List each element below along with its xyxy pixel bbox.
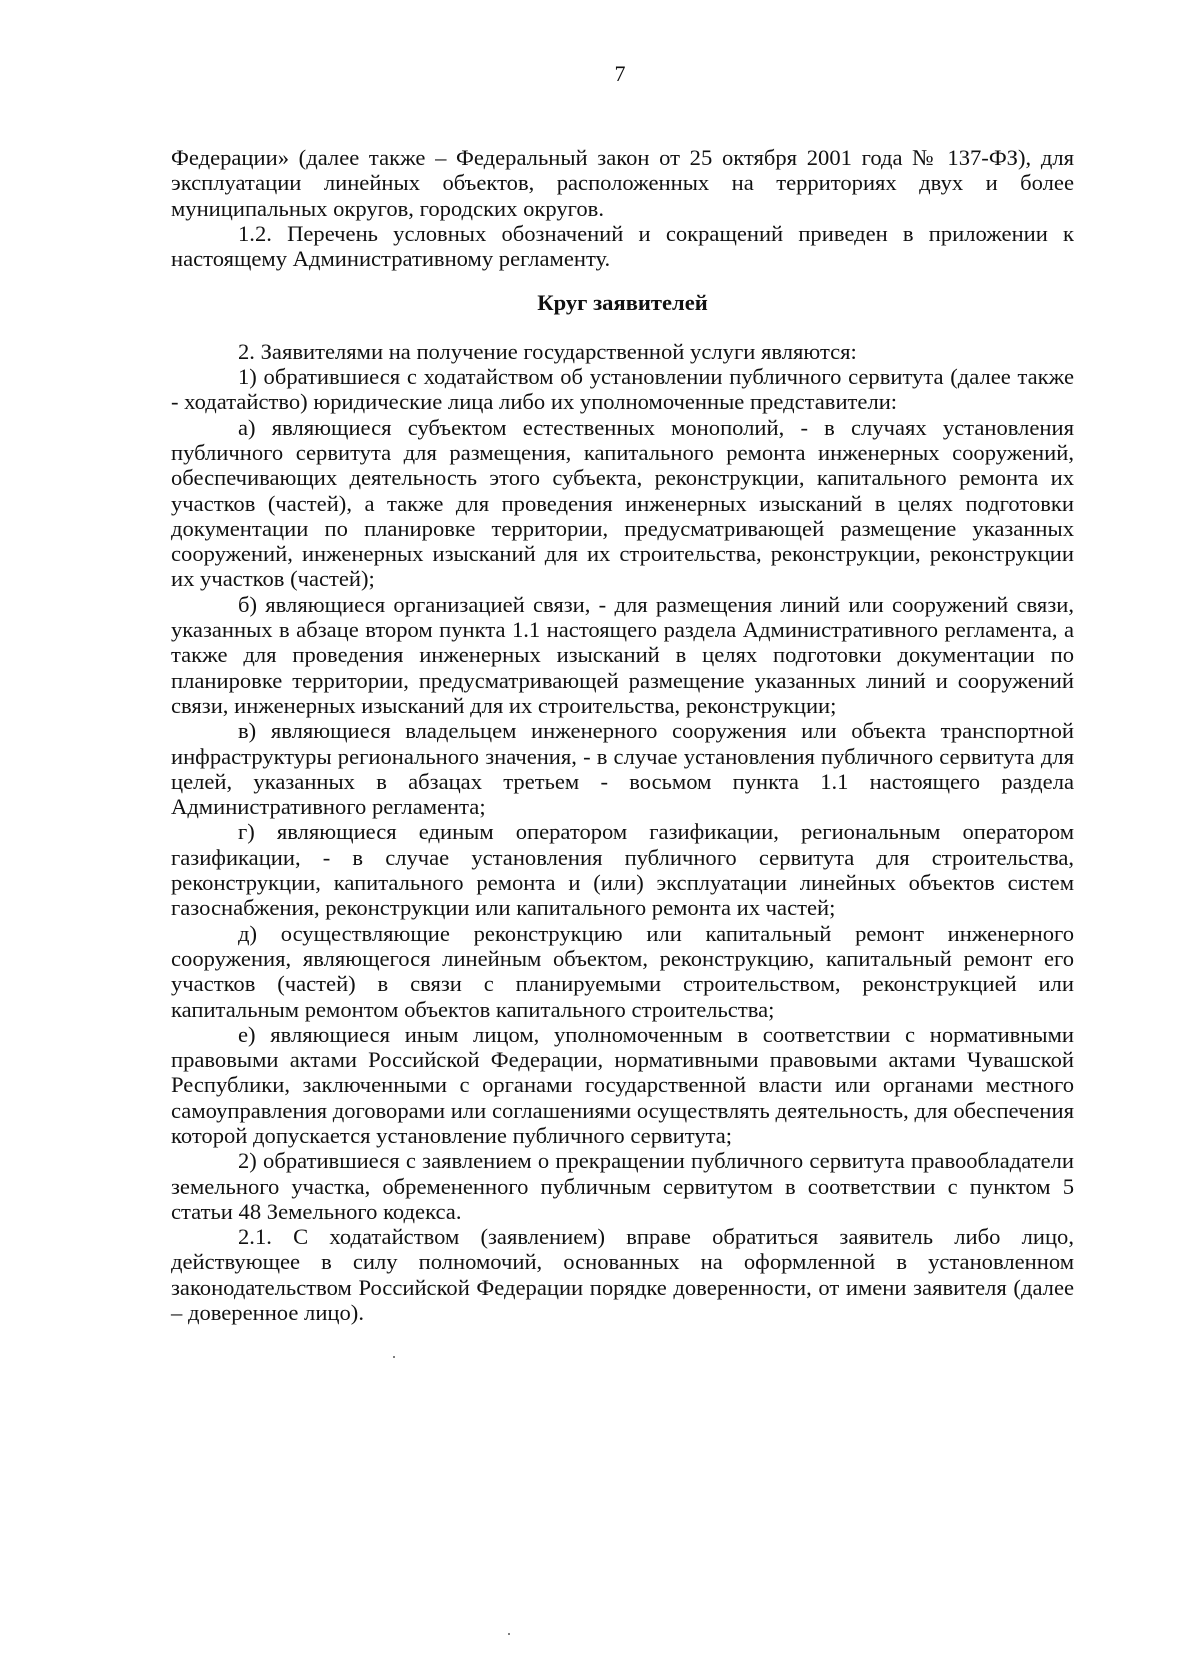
paragraph-2-item-1-d: д) осуществляющие реконструкцию или капитальный ремонт инженерного сооружения, являющегося линейным объектом, реконструкцию, капитальный ремонт его участков (частей) в связи с планируемыми строительством, реконструкцией или капитальным ремонтом объектов капитального строительства; — [171, 920, 1074, 1022]
paragraph-2-item-1: 1) обратившиеся с ходатайством об установлении публичного сервитута (далее также - ходатайство) юридические лица либо их уполномоченные представители: — [171, 364, 1074, 415]
document-body — [171, 145, 1074, 1325]
paragraph-2-item-1-e: е) являющиеся иным лицом, уполномоченным в соответствии с нормативными правовыми актами Российской Федерации, нормативными правовыми актами Чувашской Республики, заключенными с органами государственной власти или органами местного самоуправления договорами или соглашениями осуществлять деятельность, для обеспечения которой допускается установление публичного сервитута; — [171, 1021, 1074, 1148]
scan-speck — [508, 1633, 510, 1635]
paragraph-2-item-1-v: в) являющиеся владельцем инженерного сооружения или объекта транспортной инфраструктуры регионального значения, - в случае установления публичного сервитута для целей, указанных в абзацах третьем - восьмом пункта 1.1 настоящего раздела Административного регламента; — [171, 718, 1074, 820]
paragraph-2-item-2: 2) обратившиеся с заявлением о прекращении публичного сервитута правообладатели земельного участка, обремененного публичным сервитутом в соответствии с пунктом 5 статьи 48 Земельного кодекса. — [171, 1148, 1074, 1224]
paragraph-2: 2. Заявителями на получение государственной услуги являются: — [238, 338, 857, 364]
paragraph-intro-continuation: Федерации» (далее также – Федеральный закон от 25 октября 2001 года № 137-ФЗ), для эксплуатации линейных объектов, расположенных на территориях двух и более муниципальных округов, городских округов. — [171, 145, 1074, 221]
page-number: 7 — [614, 61, 626, 86]
section-heading: Круг заявителей — [537, 290, 708, 316]
paragraph-2-1: 2.1. С ходатайством (заявлением) вправе обратиться заявитель либо лицо, действующее в силу полномочий, основанных на оформленной в установленном законодательством Российской Федерации порядке доверенности, от имени заявителя (далее – доверенное лицо). — [171, 1224, 1074, 1326]
paragraph-2-item-1-g: г) являющиеся единым оператором газификации, региональным оператором газификации, - в случае установления публичного сервитута для строительства, реконструкции, капитального ремонта и (или) эксплуатации линейных объектов систем газоснабжения, реконструкции или капитального ремонта их частей; — [171, 819, 1074, 921]
paragraph-1-2: 1.2. Перечень условных обозначений и сокращений приведен в приложении к настоящему Административному регламенту. — [171, 220, 1074, 272]
paragraph-2-item-1-b: б) являющиеся организацией связи, - для размещения линий или сооружений связи, указанных в абзаце втором пункта 1.1 настоящего раздела Административного регламента, а также для проведения инженерных изысканий в целях подготовки документации по планировке территории, предусматривающей размещение указанных линий и сооружений связи, инженерных изысканий для их строительства, реконструкции; — [171, 591, 1074, 718]
scan-speck — [393, 1356, 395, 1358]
paragraph-2-item-1-a: а) являющиеся субъектом естественных монополий, - в случаях установления публичного сервитута для размещения, капитального ремонта инженерных сооружений, обеспечивающих деятельность этого субъекта, реконструкции, капитального ремонта их участков (частей), а также для проведения инженерных изысканий в целях подготовки документации по планировке территории, предусматривающей размещение указанных сооружений, инженерных изысканий для их строительства, реконструкции, реконструкции их участков (частей); — [171, 414, 1074, 592]
